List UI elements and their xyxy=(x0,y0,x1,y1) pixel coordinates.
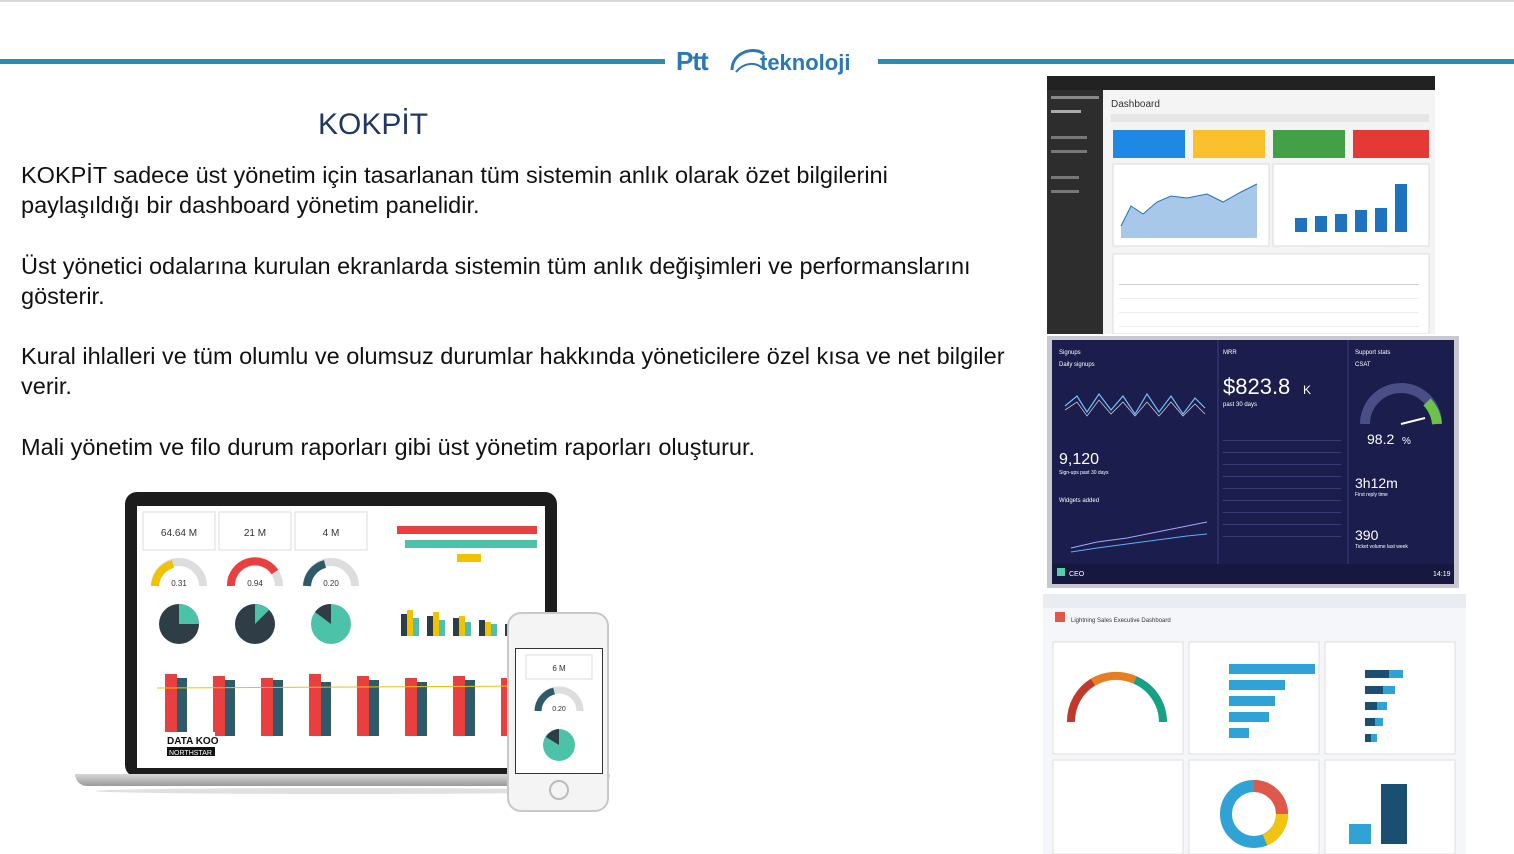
signups-value: 9,120 xyxy=(1059,451,1100,468)
tickets-caption: Ticket volume last week xyxy=(1355,544,1408,550)
footer-left: CEO xyxy=(1069,571,1085,578)
header-rule-right xyxy=(878,59,1514,64)
mrr-label: MRR xyxy=(1223,350,1237,356)
metrics-dashboard-screenshot xyxy=(1047,336,1459,588)
sales-dashboard-screenshot xyxy=(1043,594,1466,854)
phone-dashboard-graphic xyxy=(516,649,602,773)
widgets-label: Widgets added xyxy=(1059,498,1100,504)
reply-value: 3h12m xyxy=(1355,475,1398,491)
reply-caption: First reply time xyxy=(1355,492,1388,498)
admin-card-blue xyxy=(1113,130,1185,158)
support-label: Support stats xyxy=(1355,350,1391,356)
mrr-value: $823.8 xyxy=(1223,374,1291,399)
metrics-dashboard-graphic xyxy=(1047,336,1459,588)
mrr-unit: K xyxy=(1303,383,1312,397)
admin-dashboard-screenshot xyxy=(1047,76,1435,334)
sales-dashboard-graphic xyxy=(1043,594,1466,854)
slide-title: KOKPİT xyxy=(318,108,429,141)
ptt-teknoloji-logo xyxy=(672,40,872,82)
paragraph-3: Kural ihlalleri ve tüm olumlu ve olumsuz durumlar hakkında yöneticilere özel kısa ve net bilgiler verir. xyxy=(21,343,1005,399)
sales-dashboard-title: Lightning Sales Executive Dashboard xyxy=(1071,618,1171,624)
phone-home-button xyxy=(549,780,569,800)
laptop-kpi-2: 21 M xyxy=(243,528,267,539)
phone-screen xyxy=(515,648,603,774)
slide-top-border xyxy=(0,0,1514,2)
laptop-gauge-1: 0.31 xyxy=(171,579,187,588)
admin-card-red xyxy=(1353,130,1429,158)
admin-card-yellow xyxy=(1193,130,1265,158)
phone-gauge: 0.20 xyxy=(552,706,566,713)
laptop-gauge-2: 0.94 xyxy=(247,579,263,588)
signups-label: Signups xyxy=(1059,350,1081,356)
csat-label: CSAT xyxy=(1355,362,1371,368)
paragraph-4: Mali yönetim ve filo durum raporları gibi üst yönetim raporları oluşturur. xyxy=(21,434,756,460)
csat-unit: % xyxy=(1402,436,1411,447)
header-rule-left xyxy=(0,59,665,64)
phone-kpi: 6 M xyxy=(552,664,566,673)
csat-value: 98.2 xyxy=(1367,431,1395,447)
tickets-value: 390 xyxy=(1355,527,1379,543)
paragraph-1: KOKPİT sadece üst yönetim için tasarlanan tüm sistemin anlık olarak özet bilgilerini paylaşıldığı bir dashboard yönetim panelidir. xyxy=(21,162,888,218)
laptop-kpi-3: 4 M xyxy=(322,528,340,539)
signups-caption: Sign-ups past 30 days xyxy=(1059,470,1109,476)
paragraph-2: Üst yönetici odalarına kurulan ekranlarda sistemin tüm anlık değişimleri ve performanslarını gösterir. xyxy=(21,253,971,309)
phone-dashboard-image xyxy=(507,612,609,812)
admin-dashboard-title: Dashboard xyxy=(1111,99,1160,110)
footer-right: 14:19 xyxy=(1433,571,1451,578)
laptop-kpi-1: 64.64 M xyxy=(160,528,198,539)
admin-dashboard-graphic xyxy=(1047,76,1435,334)
logo-teknoloji-text: teknoloji xyxy=(760,50,851,75)
laptop-dashboard-graphic xyxy=(137,506,545,768)
signups-sub: Daily signups xyxy=(1059,362,1095,368)
laptop-screen xyxy=(137,506,545,768)
laptop-logo-line2: NORTHSTAR xyxy=(169,750,212,757)
logo-ptt-text: Ptt xyxy=(676,46,708,76)
laptop-logo-line1: DATA KOO xyxy=(167,736,219,747)
admin-card-green xyxy=(1273,130,1345,158)
laptop-gauge-3: 0.20 xyxy=(323,579,339,588)
mrr-caption: past 30 days xyxy=(1223,402,1258,408)
